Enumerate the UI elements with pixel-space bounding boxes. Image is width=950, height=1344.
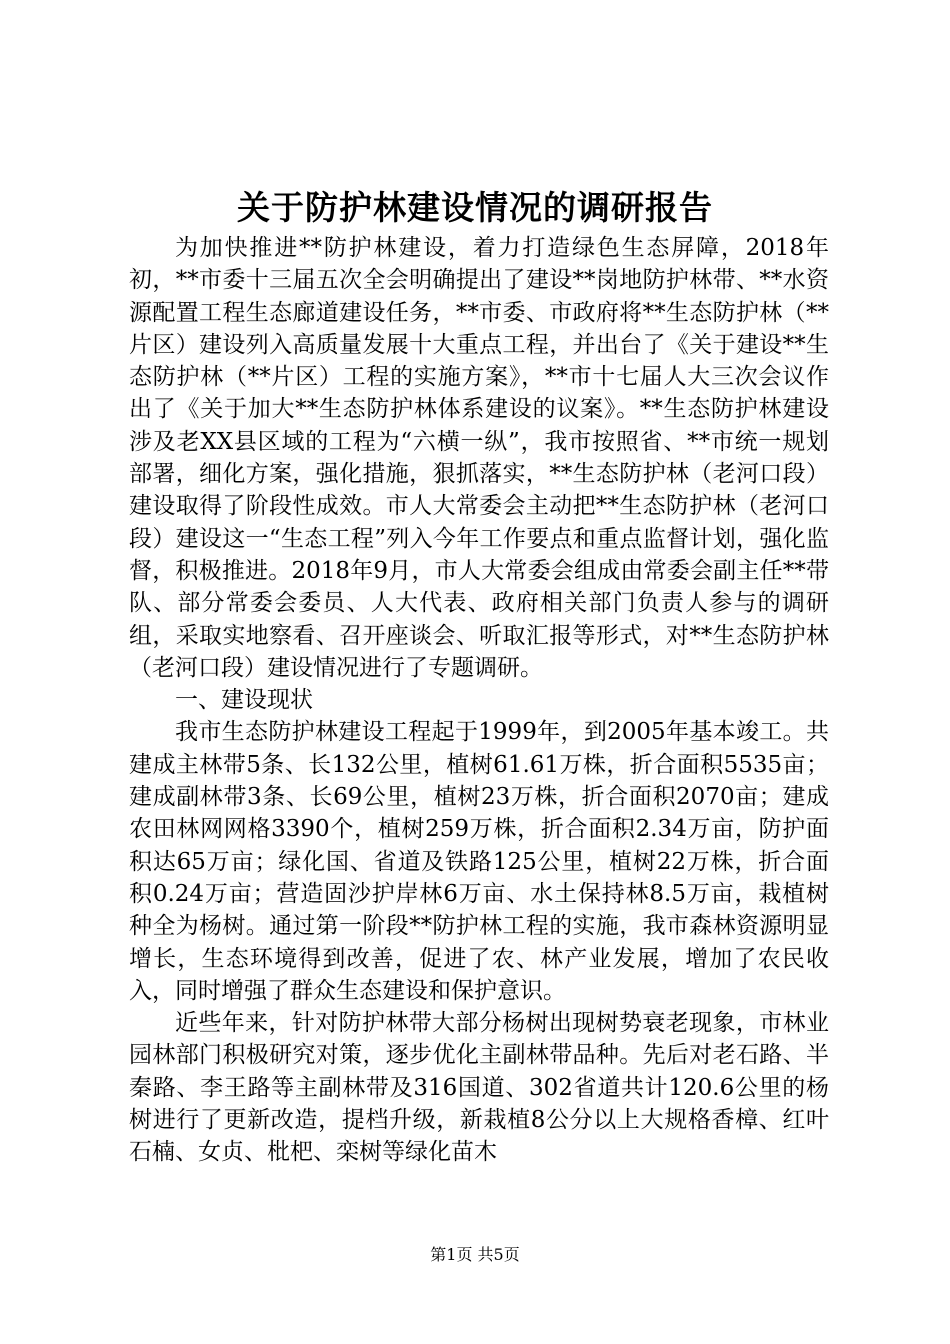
document-title: 关于防护林建设情况的调研报告	[237, 188, 713, 227]
section-heading: 一、建设现状	[175, 687, 313, 714]
page-number: 第1页 共5页	[430, 1245, 520, 1264]
document-body	[129, 232, 829, 1169]
paragraph-intro: 为加快推进**防护林建设，着力打造绿色生态屏障，2018年初，**市委十三届五次全会明确提出了建设**岗地防护林带、**水资源配置工程生态廊道建设任务，**市委、市政府将**生态防护林（**片区）建设列入高质量发展十大重点工程，并出台了《关于建设**生态防护林（**片区）工程的实施方案》，**市十七届人大三次会议作出了《关于加大**生态防护林体系建设的议案》。**生态防护林建设涉及老XX县区域的工程为“六横一纵”，我市按照省、**市统一规划部署，细化方案，强化措施，狠抓落实，**生态防护林（老河口段）建设取得了阶段性成效。市人大常委会主动把**生态防护林（老河口段）建设这一“生态工程”列入今年工作要点和重点监督计划，强化监督，积极推进。2018年9月，市人大常委会组成由常委会副主任**带队、部分常委会委员、人大代表、政府相关部门负责人参与的调研组，采取实地察看、召开座谈会、听取汇报等形式，对**生态防护林（老河口段）建设情况进行了专题调研。	[129, 235, 829, 681]
paragraph-recent: 近些年来，针对防护林带大部分杨树出现树势衰老现象，市林业园林部门积极研究对策，逐步优化主副林带品种。先后对老石路、半秦路、李王路等主副林带及316国道、302省道共计120.6公里的杨树进行了更新改造，提档升级，新栽植8公分以上大规格香樟、红叶石楠、女贞、枇杷、栾树等绿化苗木	[129, 1010, 829, 1166]
paragraph-status: 我市生态防护林建设工程起于1999年，到2005年基本竣工。共建成主林带5条、长132公里，植树61.61万株，折合面积5535亩；建成副林带3条、长69公里，植树23万株，折合面积2070亩；建成农田林网网格3390个，植树259万株，折合面积2.34万亩，防护面积达65万亩；绿化国、省道及铁路125公里，植树22万株，折合面积0.24万亩；营造固沙护岸林6万亩、水土保持林8.5万亩，栽植树种全为杨树。通过第一阶段**防护林工程的实施，我市森林资源明显增长，生态环境得到改善，促进了农、林产业发展，增加了农民收入，同时增强了群众生态建设和保护意识。	[129, 719, 829, 1004]
